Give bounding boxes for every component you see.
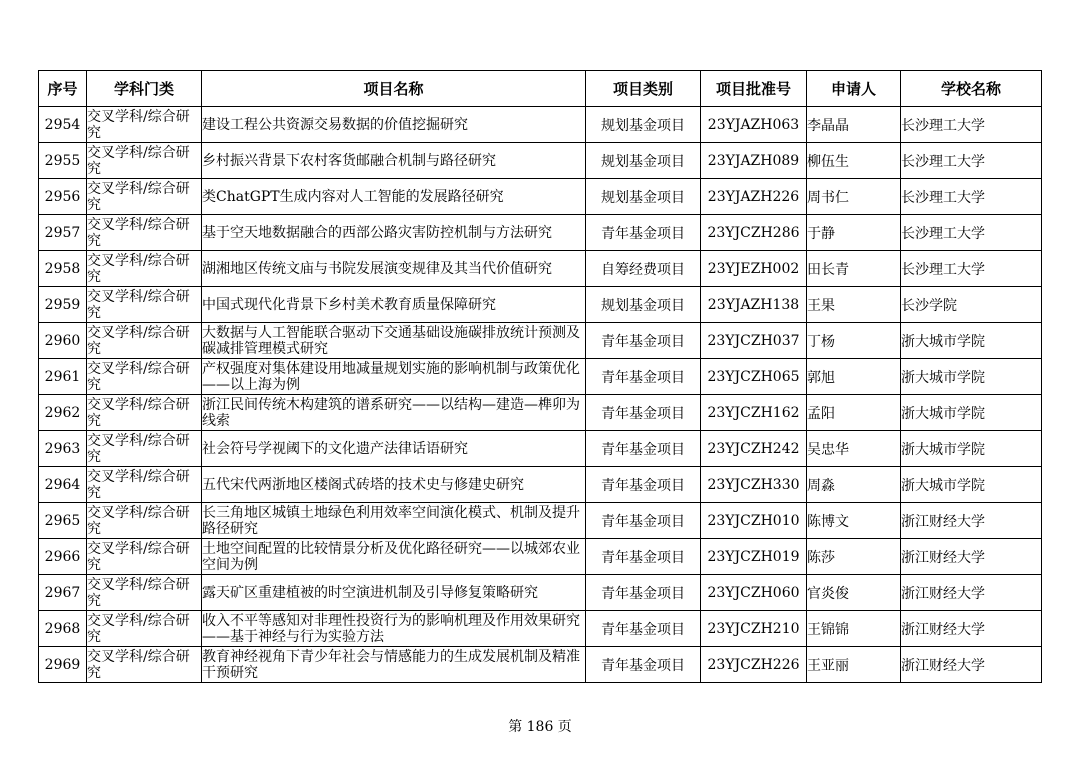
cell-school: 浙江财经大学 (901, 503, 1042, 539)
cell-applicant: 吴忠华 (807, 431, 901, 467)
cell-school: 长沙理工大学 (901, 251, 1042, 287)
cell-applicant: 丁杨 (807, 323, 901, 359)
cell-approval-number: 23YJAZH063 (701, 107, 807, 143)
cell-school: 浙江财经大学 (901, 611, 1042, 647)
table-row (39, 539, 1042, 575)
cell-approval-number: 23YJCZH330 (701, 467, 807, 503)
table-row (39, 575, 1042, 611)
cell-project-type: 青年基金项目 (586, 647, 701, 683)
cell-discipline: 交叉学科/综合研究 (87, 215, 202, 251)
cell-approval-number: 23YJCZH286 (701, 215, 807, 251)
cell-applicant: 陈莎 (807, 539, 901, 575)
table-row (39, 611, 1042, 647)
cell-approval-number: 23YJCZH210 (701, 611, 807, 647)
cell-approval-number: 23YJCZH019 (701, 539, 807, 575)
table-row (39, 503, 1042, 539)
header-school: 学校名称 (901, 71, 1042, 107)
header-project-type: 项目类别 (586, 71, 701, 107)
cell-project-type: 青年基金项目 (586, 215, 701, 251)
cell-project-name: 五代宋代两浙地区楼阁式砖塔的技术史与修建史研究 (202, 467, 586, 503)
table-row (39, 143, 1042, 179)
cell-applicant: 田长青 (807, 251, 901, 287)
cell-approval-number: 23YJCZH162 (701, 395, 807, 431)
table-row (39, 251, 1042, 287)
header-approval-number: 项目批准号 (701, 71, 807, 107)
cell-applicant: 王果 (807, 287, 901, 323)
cell-discipline: 交叉学科/综合研究 (87, 179, 202, 215)
cell-approval-number: 23YJCZH010 (701, 503, 807, 539)
cell-index: 2963 (39, 431, 87, 467)
cell-project-type: 青年基金项目 (586, 467, 701, 503)
cell-school: 浙大城市学院 (901, 323, 1042, 359)
cell-project-type: 青年基金项目 (586, 395, 701, 431)
cell-school: 长沙理工大学 (901, 179, 1042, 215)
cell-approval-number: 23YJCZH037 (701, 323, 807, 359)
cell-index: 2968 (39, 611, 87, 647)
cell-project-name: 收入不平等感知对非理性投资行为的影响机理及作用效果研究——基于神经与行为实验方法 (202, 611, 586, 647)
cell-project-type: 自筹经费项目 (586, 251, 701, 287)
cell-project-name: 建设工程公共资源交易数据的价值挖掘研究 (202, 107, 586, 143)
cell-school: 长沙理工大学 (901, 215, 1042, 251)
project-table (38, 70, 1042, 683)
cell-project-type: 规划基金项目 (586, 287, 701, 323)
cell-school: 浙大城市学院 (901, 359, 1042, 395)
header-project-name: 项目名称 (202, 71, 586, 107)
cell-approval-number: 23YJAZH089 (701, 143, 807, 179)
cell-applicant: 郭旭 (807, 359, 901, 395)
cell-applicant: 于静 (807, 215, 901, 251)
cell-approval-number: 23YJAZH226 (701, 179, 807, 215)
cell-project-name: 中国式现代化背景下乡村美术教育质量保障研究 (202, 287, 586, 323)
cell-project-type: 青年基金项目 (586, 323, 701, 359)
cell-index: 2955 (39, 143, 87, 179)
cell-project-type: 规划基金项目 (586, 179, 701, 215)
cell-applicant: 王亚丽 (807, 647, 901, 683)
cell-school: 长沙学院 (901, 287, 1042, 323)
cell-project-name: 乡村振兴背景下农村客货邮融合机制与路径研究 (202, 143, 586, 179)
header-index: 序号 (39, 71, 87, 107)
cell-project-type: 青年基金项目 (586, 359, 701, 395)
header-row (39, 71, 1042, 107)
page-number: 第 186 页 (508, 719, 572, 735)
table-row (39, 323, 1042, 359)
cell-discipline: 交叉学科/综合研究 (87, 323, 202, 359)
cell-school: 浙大城市学院 (901, 467, 1042, 503)
cell-school: 浙江财经大学 (901, 575, 1042, 611)
cell-project-name: 大数据与人工智能联合驱动下交通基础设施碳排放统计预测及碳减排管理模式研究 (202, 323, 586, 359)
cell-project-type: 青年基金项目 (586, 503, 701, 539)
cell-discipline: 交叉学科/综合研究 (87, 359, 202, 395)
cell-approval-number: 23YJCZH065 (701, 359, 807, 395)
cell-school: 浙江财经大学 (901, 647, 1042, 683)
cell-project-name: 土地空间配置的比较情景分析及优化路径研究——以城郊农业空间为例 (202, 539, 586, 575)
table-row (39, 431, 1042, 467)
cell-project-name: 湖湘地区传统文庙与书院发展演变规律及其当代价值研究 (202, 251, 586, 287)
cell-school: 浙江财经大学 (901, 539, 1042, 575)
cell-applicant: 王锦锦 (807, 611, 901, 647)
cell-applicant: 孟阳 (807, 395, 901, 431)
cell-project-name: 类ChatGPT生成内容对人工智能的发展路径研究 (202, 179, 586, 215)
header-applicant: 申请人 (807, 71, 901, 107)
cell-applicant: 柳伍生 (807, 143, 901, 179)
table-row (39, 215, 1042, 251)
cell-index: 2954 (39, 107, 87, 143)
cell-project-name: 教育神经视角下青少年社会与情感能力的生成发展机制及精准干预研究 (202, 647, 586, 683)
cell-applicant: 官炎俊 (807, 575, 901, 611)
cell-project-name: 基于空天地数据融合的西部公路灾害防控机制与方法研究 (202, 215, 586, 251)
cell-project-type: 青年基金项目 (586, 431, 701, 467)
cell-project-name: 社会符号学视阈下的文化遗产法律话语研究 (202, 431, 586, 467)
header-discipline: 学科门类 (87, 71, 202, 107)
cell-discipline: 交叉学科/综合研究 (87, 431, 202, 467)
cell-index: 2967 (39, 575, 87, 611)
cell-index: 2962 (39, 395, 87, 431)
cell-project-type: 青年基金项目 (586, 611, 701, 647)
cell-project-name: 长三角地区城镇土地绿色利用效率空间演化模式、机制及提升路径研究 (202, 503, 586, 539)
cell-approval-number: 23YJCZH242 (701, 431, 807, 467)
cell-discipline: 交叉学科/综合研究 (87, 539, 202, 575)
cell-school: 长沙理工大学 (901, 143, 1042, 179)
table-row (39, 107, 1042, 143)
cell-discipline: 交叉学科/综合研究 (87, 611, 202, 647)
cell-index: 2965 (39, 503, 87, 539)
cell-index: 2957 (39, 215, 87, 251)
table-row (39, 179, 1042, 215)
cell-project-name: 露天矿区重建植被的时空演进机制及引导修复策略研究 (202, 575, 586, 611)
cell-discipline: 交叉学科/综合研究 (87, 287, 202, 323)
table-row (39, 467, 1042, 503)
cell-discipline: 交叉学科/综合研究 (87, 503, 202, 539)
cell-discipline: 交叉学科/综合研究 (87, 143, 202, 179)
table-row (39, 395, 1042, 431)
cell-applicant: 周书仁 (807, 179, 901, 215)
cell-discipline: 交叉学科/综合研究 (87, 647, 202, 683)
cell-project-type: 规划基金项目 (586, 143, 701, 179)
cell-applicant: 陈博文 (807, 503, 901, 539)
cell-school: 浙大城市学院 (901, 395, 1042, 431)
cell-project-type: 规划基金项目 (586, 107, 701, 143)
cell-index: 2959 (39, 287, 87, 323)
cell-project-name: 浙江民间传统木构建筑的谱系研究——以结构—建造—榫卯为线索 (202, 395, 586, 431)
cell-discipline: 交叉学科/综合研究 (87, 107, 202, 143)
cell-school: 长沙理工大学 (901, 107, 1042, 143)
cell-approval-number: 23YJEZH002 (701, 251, 807, 287)
cell-project-name: 产权强度对集体建设用地减量规划实施的影响机制与政策优化——以上海为例 (202, 359, 586, 395)
cell-index: 2958 (39, 251, 87, 287)
cell-index: 2964 (39, 467, 87, 503)
cell-project-type: 青年基金项目 (586, 539, 701, 575)
cell-discipline: 交叉学科/综合研究 (87, 575, 202, 611)
cell-index: 2960 (39, 323, 87, 359)
cell-discipline: 交叉学科/综合研究 (87, 467, 202, 503)
cell-applicant: 李晶晶 (807, 107, 901, 143)
table-row (39, 647, 1042, 683)
cell-discipline: 交叉学科/综合研究 (87, 251, 202, 287)
cell-approval-number: 23YJCZH060 (701, 575, 807, 611)
cell-discipline: 交叉学科/综合研究 (87, 395, 202, 431)
cell-applicant: 周淼 (807, 467, 901, 503)
cell-index: 2966 (39, 539, 87, 575)
table-row (39, 287, 1042, 323)
table-row (39, 359, 1042, 395)
cell-school: 浙大城市学院 (901, 431, 1042, 467)
cell-index: 2969 (39, 647, 87, 683)
cell-approval-number: 23YJAZH138 (701, 287, 807, 323)
cell-index: 2956 (39, 179, 87, 215)
cell-index: 2961 (39, 359, 87, 395)
cell-approval-number: 23YJCZH226 (701, 647, 807, 683)
cell-project-type: 青年基金项目 (586, 575, 701, 611)
